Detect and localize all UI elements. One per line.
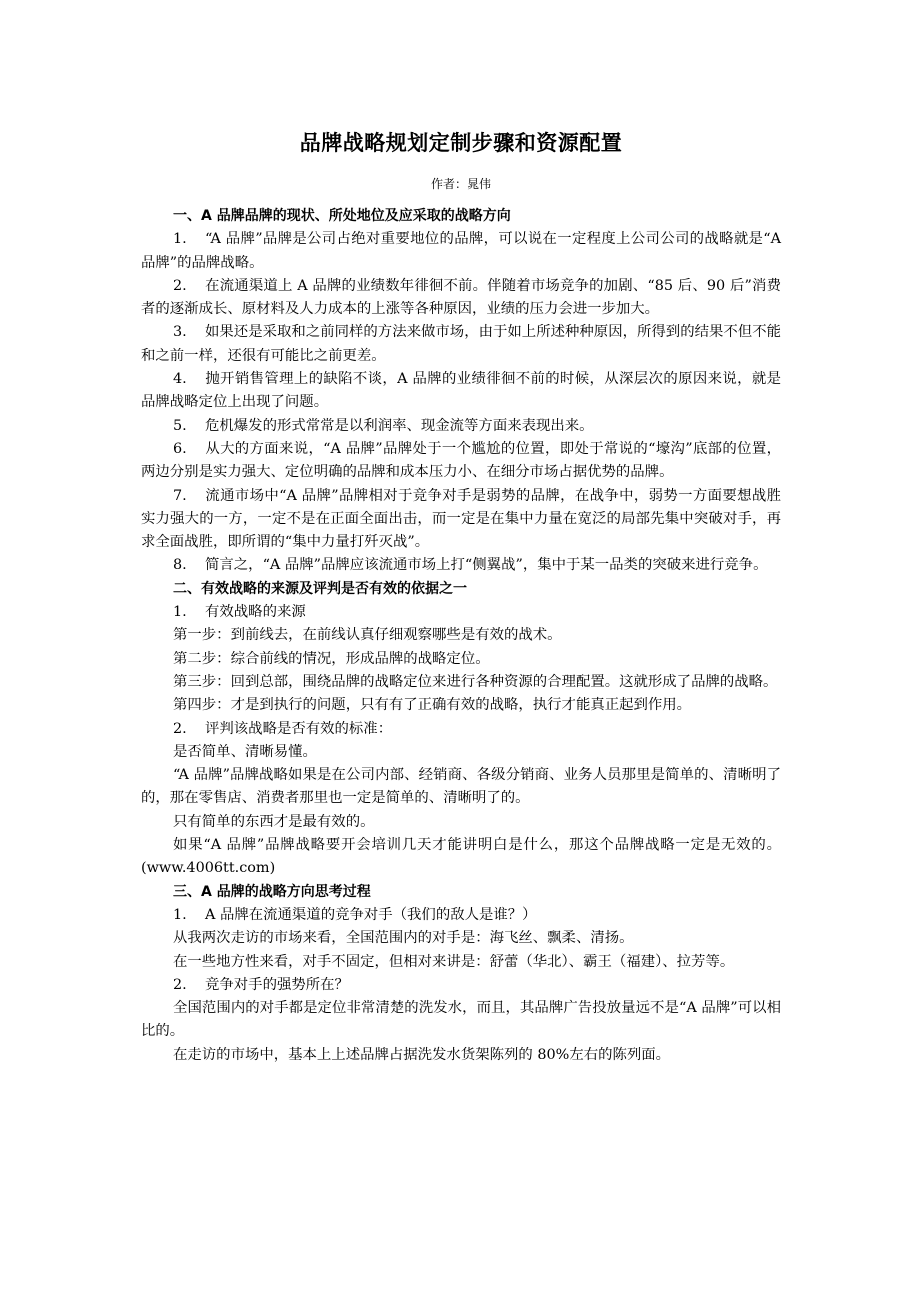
numbered-paragraph xyxy=(141,904,781,927)
item-number: 1. xyxy=(173,604,187,621)
numbered-paragraph xyxy=(141,438,781,485)
item-text: 评判该战略是否有效的标准： xyxy=(205,720,393,737)
item-number: 1. xyxy=(173,231,187,248)
paragraph: 第一步：到前线去，在前线认真仔细观察哪些是有效的战术。 xyxy=(173,627,562,644)
item-number: 8. xyxy=(173,557,187,574)
item-text: 有效战略的来源 xyxy=(205,604,306,621)
numbered-paragraph xyxy=(141,321,781,368)
numbered-paragraph xyxy=(141,554,781,577)
item-number: 5. xyxy=(173,417,187,434)
item-text: “A 品牌”品牌是公司占绝对重要地位的品牌，可以说在一定程度上公司公司的战略就是“A 品牌”的品牌战略。 xyxy=(141,231,781,271)
item-number: 2. xyxy=(173,277,187,294)
section-heading: 三、A 品牌的战略方向思考过程 xyxy=(173,883,371,900)
numbered-paragraph xyxy=(141,228,781,275)
section-heading: 二、有效战略的来源及评判是否有效的依据之一 xyxy=(173,580,467,597)
item-text: 如果还是采取和之前同样的方法来做市场，由于如上所述种种原因，所得到的结果不但不能和之前一样，还很有可能比之前更差。 xyxy=(141,324,781,364)
numbered-paragraph xyxy=(141,718,781,741)
item-text: 竞争对手的强势所在？ xyxy=(205,976,349,993)
paragraph: 第三步：回到总部，围绕品牌的战略定位来进行各种资源的合理配置。这就形成了品牌的战略。 xyxy=(173,673,778,690)
document-title: 品牌战略规划定制步骤和资源配置 xyxy=(299,131,623,155)
item-number: 2. xyxy=(173,720,187,737)
item-text: 危机爆发的形式常常是以利润率、现金流等方面来表现出来。 xyxy=(205,417,594,434)
paragraph: 全国范围内的对手都是定位非常清楚的洗发水，而且，其品牌广告投放量远不是“A 品牌”可以相比的。 xyxy=(141,1000,781,1040)
section-heading: 一、A 品牌品牌的现状、所处地位及应采取的战略方向 xyxy=(173,208,511,224)
document-author: 作者：晁伟 xyxy=(430,177,491,191)
item-text: 抛开销售管理上的缺陷不谈，A 品牌的业绩徘徊不前的时候，从深层次的原因来说，就是品牌战略定位上出现了问题。 xyxy=(141,371,781,411)
paragraph: 在一些地方性来看，对手不固定，但相对来讲是：舒蕾（华北）、霸王（福建）、拉芳等。 xyxy=(173,953,735,970)
numbered-paragraph xyxy=(141,601,781,624)
paragraph: 如果“A 品牌”品牌战略要开会培训几天才能讲明白是什么，那这个品牌战略一定是无效的。(www.4006tt.com) xyxy=(141,837,781,877)
paragraph: 在走访的市场中，基本上上述品牌占据洗发水货架陈列的 80%左右的陈列面。 xyxy=(173,1046,671,1063)
item-text: A 品牌在流通渠道的竞争对手（我们的敌人是谁？） xyxy=(205,906,537,923)
item-number: 3. xyxy=(173,324,187,341)
item-number: 6. xyxy=(173,440,187,457)
document-page xyxy=(141,128,781,1067)
numbered-paragraph xyxy=(141,368,781,415)
item-number: 2. xyxy=(173,976,187,993)
item-number: 4. xyxy=(173,371,187,388)
numbered-paragraph xyxy=(141,974,781,997)
paragraph: 第二步：综合前线的情况，形成品牌的战略定位。 xyxy=(173,650,490,667)
paragraph: 从我两次走访的市场来看，全国范围内的对手是：海飞丝、飘柔、清扬。 xyxy=(173,930,634,947)
item-number: 1. xyxy=(173,906,187,923)
item-text: 从大的方面来说，“A 品牌”品牌处于一个尴尬的位置，即处于常说的“壕沟”底部的位置，两边分别是实力强大、定位明确的品牌和成本压力小、在细分市场占据优势的品牌。 xyxy=(141,440,781,481)
paragraph: “A 品牌”品牌战略如果是在公司内部、经销商、各级分销商、业务人员那里是简单的、清晰明了的，那在零售店、消费者那里也一定是简单的、清晰明了的。 xyxy=(141,767,781,807)
numbered-paragraph xyxy=(141,275,781,322)
document-body xyxy=(141,205,781,1067)
item-text: 流通市场中“A 品牌”品牌相对于竞争对手是弱势的品牌，在战争中，弱势一方面要想战胜实力强大的一方，一定不是在正面全面出击，而一定是在集中力量在宽泛的局部先集中突破对手，再求全面战胜，即所谓的“集中力量打歼灭战”。 xyxy=(141,487,781,551)
item-text: 在流通渠道上 A 品牌的业绩数年徘徊不前。伴随着市场竞争的加剧、“85 后、90 后”消费者的逐渐成长、原材料及人力成本的上涨等各种原因，业绩的压力会进一步加大。 xyxy=(141,277,781,318)
paragraph: 第四步：才是到执行的问题，只有有了正确有效的战略，执行才能真正起到作用。 xyxy=(173,697,692,714)
paragraph: 是否简单、清晰易懂。 xyxy=(173,743,317,760)
item-number: 7. xyxy=(173,487,187,504)
numbered-paragraph xyxy=(141,415,781,438)
paragraph: 只有简单的东西才是最有效的。 xyxy=(173,813,375,830)
item-text: 简言之，“A 品牌”品牌应该流通市场上打“侧翼战”，集中于某一品类的突破来进行竞争。 xyxy=(205,557,768,574)
numbered-paragraph xyxy=(141,485,781,555)
